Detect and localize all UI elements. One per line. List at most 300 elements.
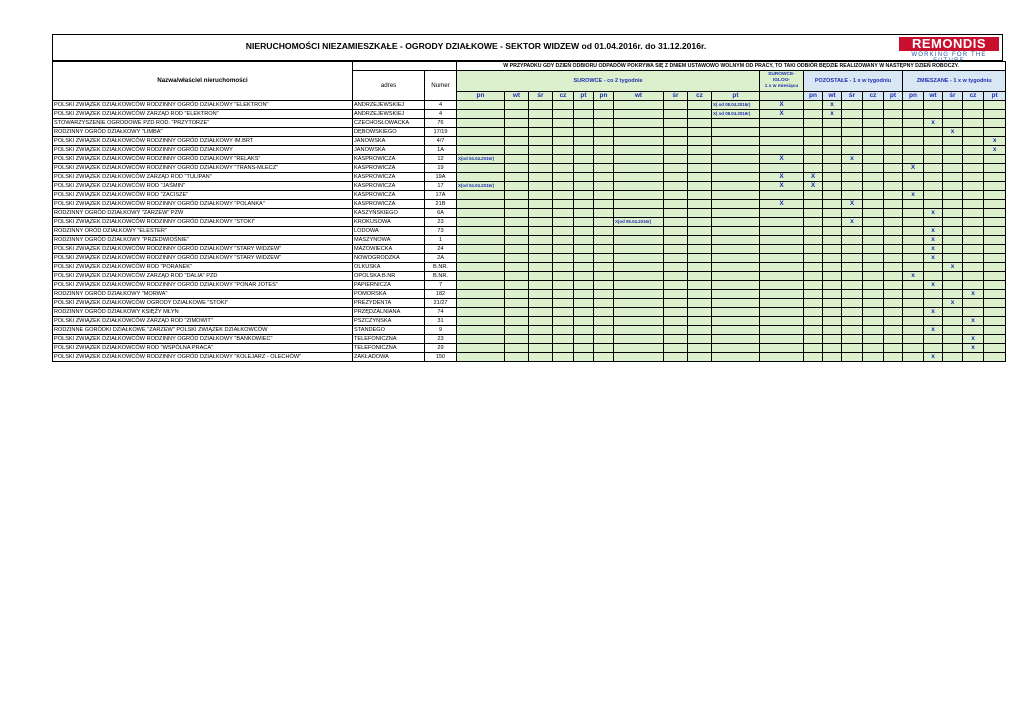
property-number: 6A (425, 209, 457, 218)
surowce-2w-cell (574, 344, 594, 353)
zmieszane-cell: x (943, 128, 963, 137)
pozostale-cell (863, 353, 884, 362)
surowce-2w-cell (688, 110, 712, 119)
surowce-2w-cell (614, 128, 664, 137)
surowce-2w-cell (553, 200, 574, 209)
surowce-2w-cell (457, 290, 505, 299)
zmieszane-cell: x (943, 263, 963, 272)
zmieszane-cell (924, 191, 943, 200)
igloo-title: SUROWCE-IGLOO- (768, 72, 795, 83)
pozostale-cell (823, 209, 842, 218)
zmieszane-cell (924, 344, 943, 353)
table-row (53, 101, 1006, 110)
zmieszane-cell: x (924, 236, 943, 245)
igloo-cell (760, 353, 804, 362)
surowce-2w-cell (574, 200, 594, 209)
zmieszane-cell (984, 155, 1006, 164)
pozostale-cell (804, 155, 823, 164)
surowce-2w-cell (457, 299, 505, 308)
surowce-2w-cell (529, 155, 553, 164)
pozostale-cell (842, 137, 863, 146)
surowce-2w-cell (529, 101, 553, 110)
property-address: KASPROWICZA (353, 164, 425, 173)
pozostale-cell (884, 272, 903, 281)
surowce-2w-cell (614, 236, 664, 245)
igloo-cell (760, 209, 804, 218)
property-address: MAZOWIECKA (353, 245, 425, 254)
surowce-2w-cell (529, 326, 553, 335)
pozostale-cell (804, 119, 823, 128)
zmieszane-cell (903, 173, 924, 182)
surowce-2w-cell (688, 209, 712, 218)
surowce-2w-cell (688, 191, 712, 200)
property-address: TELEFONICZNA (353, 335, 425, 344)
surowce-2w-cell (505, 236, 529, 245)
pozostale-cell (823, 146, 842, 155)
zmieszane-cell (903, 155, 924, 164)
zmieszane-cell (984, 290, 1006, 299)
surowce-2w-cell (594, 191, 614, 200)
pozostale-cell (804, 236, 823, 245)
surowce-2w-cell (664, 245, 688, 254)
surowce-2w-cell (457, 335, 505, 344)
pozostale-cell (842, 317, 863, 326)
surowce-2w-cell (505, 335, 529, 344)
zmieszane-cell (963, 164, 984, 173)
surowce-2w-cell (553, 290, 574, 299)
zmieszane-cell: X (903, 164, 924, 173)
property-address: POMORSKA (353, 290, 425, 299)
surowce-2w-cell (614, 191, 664, 200)
surowce-2w-cell (594, 146, 614, 155)
zmieszane-cell (984, 281, 1006, 290)
pozostale-cell (842, 254, 863, 263)
zmieszane-cell (963, 146, 984, 155)
surowce-2w-cell (664, 299, 688, 308)
zmieszane-cell (903, 281, 924, 290)
property-name: RODZINNY ORÓD DZIAŁKOWY "ELESTER" (53, 227, 353, 236)
day-header: śr (664, 92, 688, 101)
surowce-2w-cell (457, 227, 505, 236)
surowce-2w-cell (664, 263, 688, 272)
property-address: JANOWSKA (353, 146, 425, 155)
zmieszane-cell (903, 254, 924, 263)
pozostale-cell (842, 272, 863, 281)
pozostale-cell (863, 254, 884, 263)
surowce-2w-cell (529, 173, 553, 182)
pozostale-cell (863, 218, 884, 227)
pozostale-cell (804, 209, 823, 218)
surowce-2w-cell (529, 254, 553, 263)
zmieszane-cell (903, 308, 924, 317)
surowce-2w-cell: X( od 08.04.2016r) (712, 110, 760, 119)
zmieszane-cell (903, 101, 924, 110)
property-name: POLSKI ZWIĄZEK DZIAŁKOWCÓW RODZINNY OGRÓD DZIAŁKOWY "RELAKS" (53, 155, 353, 164)
zmieszane-cell (903, 317, 924, 326)
day-header: wt (614, 92, 664, 101)
zmieszane-cell: x (963, 335, 984, 344)
zmieszane-cell (943, 254, 963, 263)
surowce-2w-cell (457, 317, 505, 326)
surowce-2w-cell (664, 335, 688, 344)
property-number: 17/19 (425, 128, 457, 137)
surowce-2w-cell (505, 299, 529, 308)
surowce-2w-cell (712, 245, 760, 254)
surowce-2w-cell (688, 218, 712, 227)
zmieszane-cell (963, 353, 984, 362)
pozostale-cell (863, 164, 884, 173)
surowce-2w-cell (712, 281, 760, 290)
surowce-2w-cell (614, 353, 664, 362)
surowce-2w-cell (688, 245, 712, 254)
surowce-2w-cell (712, 263, 760, 272)
zmieszane-cell (963, 326, 984, 335)
property-address: MASZYNOWA (353, 236, 425, 245)
pozostale-cell: x (823, 101, 842, 110)
surowce-2w-cell (505, 254, 529, 263)
property-address: CZECHOSŁOWACKA (353, 119, 425, 128)
pozostale-cell (842, 281, 863, 290)
zmieszane-cell (984, 227, 1006, 236)
zmieszane-cell: x (963, 317, 984, 326)
surowce-2w-cell (594, 155, 614, 164)
property-name: POLSKI ZWIĄZEK DZIAŁKOWCÓW ZARZĄD ROD "ELEKTRON" (53, 110, 353, 119)
day-header: śr (529, 92, 553, 101)
property-address: PRZĘDZALNIANA (353, 308, 425, 317)
surowce-2w-cell (594, 299, 614, 308)
surowce-2w-cell (457, 245, 505, 254)
day-header: pt (984, 92, 1006, 101)
table-row (53, 173, 1006, 182)
pozostale-cell (863, 290, 884, 299)
igloo-cell (760, 326, 804, 335)
surowce-2w-cell (505, 263, 529, 272)
surowce-2w-cell (574, 227, 594, 236)
header-surowce-2-weeks: SUROWCE - co 2 tygodnie (457, 71, 760, 92)
pozostale-cell (842, 236, 863, 245)
pozostale-cell (842, 128, 863, 137)
pozostale-cell (804, 335, 823, 344)
zmieszane-cell (963, 272, 984, 281)
day-header: pt (712, 92, 760, 101)
surowce-2w-cell (553, 101, 574, 110)
surowce-2w-cell (553, 254, 574, 263)
day-header: wt (924, 92, 943, 101)
zmieszane-cell (943, 155, 963, 164)
property-address: KASPROWICZA (353, 173, 425, 182)
surowce-2w-cell (614, 101, 664, 110)
table-row (53, 200, 1006, 209)
property-name: RODZINNY OGRÓD DZIAŁKOWY KSIĘŻY MŁYN (53, 308, 353, 317)
header-note-row (53, 62, 1006, 71)
surowce-2w-cell (457, 146, 505, 155)
pozostale-cell (863, 146, 884, 155)
pozostale-cell (884, 290, 903, 299)
zmieszane-cell (903, 326, 924, 335)
day-header: śr (842, 92, 863, 101)
pozostale-cell (842, 164, 863, 173)
pozostale-cell: x (842, 218, 863, 227)
property-number: 74 (425, 308, 457, 317)
zmieszane-cell (943, 200, 963, 209)
header-address: adres (353, 71, 425, 101)
pozostale-cell (804, 272, 823, 281)
surowce-2w-cell (505, 317, 529, 326)
pozostale-cell (863, 344, 884, 353)
surowce-2w-cell (574, 353, 594, 362)
zmieszane-cell (984, 164, 1006, 173)
surowce-2w-cell (529, 146, 553, 155)
pozostale-cell (863, 299, 884, 308)
surowce-2w-cell (594, 119, 614, 128)
property-number: 21/27 (425, 299, 457, 308)
surowce-2w-cell (712, 299, 760, 308)
zmieszane-cell: x (924, 209, 943, 218)
surowce-2w-cell (688, 173, 712, 182)
surowce-2w-cell (614, 200, 664, 209)
pozostale-cell (863, 308, 884, 317)
zmieszane-cell (963, 254, 984, 263)
surowce-2w-cell (688, 290, 712, 299)
zmieszane-cell (984, 299, 1006, 308)
pozostale-cell (863, 128, 884, 137)
zmieszane-cell (943, 308, 963, 317)
header-igloo (760, 71, 804, 92)
surowce-2w-cell (529, 191, 553, 200)
igloo-cell (760, 137, 804, 146)
surowce-2w-cell (574, 155, 594, 164)
property-name: RODZINNY OGRÓD DZIAŁKOWY "LIMBA" (53, 128, 353, 137)
zmieszane-cell (943, 191, 963, 200)
zmieszane-cell (924, 110, 943, 119)
zmieszane-cell (903, 200, 924, 209)
zmieszane-cell (984, 119, 1006, 128)
surowce-2w-cell (594, 164, 614, 173)
pozostale-cell (804, 281, 823, 290)
surowce-2w-cell (529, 209, 553, 218)
pozostale-cell (884, 110, 903, 119)
igloo-cell: X (760, 182, 804, 191)
pozostale-cell (884, 137, 903, 146)
pozostale-cell (823, 290, 842, 299)
pozostale-cell (842, 353, 863, 362)
pozostale-cell (823, 281, 842, 290)
table-row (53, 290, 1006, 299)
property-number: 4/7 (425, 137, 457, 146)
pozostale-cell (842, 245, 863, 254)
pozostale-cell (884, 128, 903, 137)
pozostale-cell (884, 200, 903, 209)
surowce-2w-cell (688, 281, 712, 290)
property-number: 76 (425, 119, 457, 128)
zmieszane-cell: x (924, 245, 943, 254)
table-row (53, 254, 1006, 263)
collection-schedule-table (52, 61, 1006, 362)
table-row (53, 272, 1006, 281)
zmieszane-cell (924, 128, 943, 137)
surowce-2w-cell (553, 209, 574, 218)
pozostale-cell: x (823, 110, 842, 119)
zmieszane-cell (984, 236, 1006, 245)
property-address: KASZYŃSKIEGO (353, 209, 425, 218)
property-number: B.NR. (425, 272, 457, 281)
igloo-cell (760, 272, 804, 281)
pozostale-cell (823, 308, 842, 317)
zmieszane-cell (963, 218, 984, 227)
surowce-2w-cell (553, 191, 574, 200)
surowce-2w-cell (712, 209, 760, 218)
surowce-2w-cell (664, 146, 688, 155)
property-number: 9 (425, 326, 457, 335)
surowce-2w-cell (688, 164, 712, 173)
property-number: 12 (425, 155, 457, 164)
pozostale-cell (823, 254, 842, 263)
property-address: KROKUSOWA (353, 218, 425, 227)
surowce-2w-cell (594, 110, 614, 119)
surowce-2w-cell (553, 218, 574, 227)
pozostale-cell (823, 218, 842, 227)
day-header: cz (963, 92, 984, 101)
zmieszane-cell (903, 263, 924, 272)
table-row (53, 209, 1006, 218)
pozostale-cell (842, 344, 863, 353)
zmieszane-cell (963, 173, 984, 182)
pozostale-cell (884, 164, 903, 173)
surowce-2w-cell (688, 236, 712, 245)
table-row (53, 119, 1006, 128)
surowce-2w-cell (553, 128, 574, 137)
surowce-2w-cell (529, 281, 553, 290)
surowce-2w-cell (505, 281, 529, 290)
surowce-2w-cell (505, 110, 529, 119)
surowce-2w-cell (688, 119, 712, 128)
zmieszane-cell (984, 263, 1006, 272)
igloo-cell: X (760, 200, 804, 209)
surowce-2w-cell (712, 182, 760, 191)
igloo-cell (760, 290, 804, 299)
zmieszane-cell (943, 317, 963, 326)
surowce-2w-cell (614, 146, 664, 155)
pozostale-cell (842, 191, 863, 200)
zmieszane-cell: x (924, 308, 943, 317)
property-name: POLSKI ZWIĄZEK DZIAŁKOWCÓW RODZINNY OGRÓD DZIAŁKOWY "STARY WIDZEW" (53, 254, 353, 263)
zmieszane-cell (963, 119, 984, 128)
pozostale-cell (842, 146, 863, 155)
zmieszane-cell (903, 245, 924, 254)
pozostale-cell (842, 299, 863, 308)
surowce-2w-cell (664, 155, 688, 164)
surowce-2w-cell (457, 200, 505, 209)
surowce-2w-cell (574, 137, 594, 146)
property-address: PSZCZYŃSKA (353, 317, 425, 326)
igloo-cell: X (760, 173, 804, 182)
zmieszane-cell (984, 182, 1006, 191)
surowce-2w-cell (505, 191, 529, 200)
surowce-2w-cell (553, 155, 574, 164)
pozostale-cell (884, 344, 903, 353)
surowce-2w-cell (664, 218, 688, 227)
igloo-cell (760, 119, 804, 128)
property-number: 17A (425, 191, 457, 200)
surowce-2w-cell (553, 245, 574, 254)
igloo-cell (760, 299, 804, 308)
surowce-2w-cell (553, 299, 574, 308)
surowce-2w-cell (712, 227, 760, 236)
surowce-2w-cell (505, 128, 529, 137)
pozostale-cell (842, 209, 863, 218)
surowce-2w-cell (574, 128, 594, 137)
zmieszane-cell (903, 290, 924, 299)
surowce-2w-cell (594, 101, 614, 110)
property-number: 23 (425, 335, 457, 344)
surowce-2w-cell (505, 146, 529, 155)
surowce-2w-cell (553, 182, 574, 191)
surowce-2w-cell (594, 335, 614, 344)
zmieszane-cell (963, 227, 984, 236)
pozostale-cell (884, 326, 903, 335)
property-address: STANDEGO (353, 326, 425, 335)
surowce-2w-cell (688, 335, 712, 344)
surowce-2w-cell (553, 326, 574, 335)
pozostale-cell (804, 128, 823, 137)
property-address: OLKUSKA (353, 263, 425, 272)
zmieszane-cell (903, 335, 924, 344)
pozostale-cell (884, 353, 903, 362)
property-name: POLSKI ZWIĄZEK DZIAŁKOWCÓW RODZINNY OGRÓD DZIAŁKOWY "TRANS-MLECZ" (53, 164, 353, 173)
surowce-2w-cell (574, 245, 594, 254)
surowce-2w-cell (574, 218, 594, 227)
property-name: POLSKI ZWIĄZEK DZIAŁKOWCÓW ROD "JAŚMIN" (53, 182, 353, 191)
surowce-2w-cell (594, 353, 614, 362)
property-address: JANOWSKA (353, 137, 425, 146)
surowce-2w-cell (457, 101, 505, 110)
pozostale-cell (804, 137, 823, 146)
surowce-2w-cell (664, 101, 688, 110)
surowce-2w-cell (594, 245, 614, 254)
surowce-2w-cell (529, 119, 553, 128)
surowce-2w-cell (594, 281, 614, 290)
pozostale-cell (863, 227, 884, 236)
zmieszane-cell (984, 173, 1006, 182)
pozostale-cell (884, 236, 903, 245)
surowce-2w-cell (457, 137, 505, 146)
surowce-2w-cell (553, 137, 574, 146)
surowce-2w-cell: X(od 04.04.2016r) (457, 155, 505, 164)
surowce-2w-cell (574, 146, 594, 155)
surowce-2w-cell (505, 353, 529, 362)
pozostale-cell (823, 119, 842, 128)
pozostale-cell (823, 263, 842, 272)
zmieszane-cell (924, 155, 943, 164)
property-name: POLSKI ZWIĄZEK DZIAŁKOWCÓW ZARZĄD ROD "ZIMOWIT" (53, 317, 353, 326)
property-name: POLSKI ZWIĄZEK DZIAŁKOWCÓW RODZINNY OGRÓD DZIAŁKOWY "ELEKTRON" (53, 101, 353, 110)
surowce-2w-cell (712, 335, 760, 344)
pozostale-cell: X (804, 173, 823, 182)
pozostale-cell (863, 209, 884, 218)
surowce-2w-cell (688, 182, 712, 191)
day-header: cz (553, 92, 574, 101)
surowce-2w-cell (457, 281, 505, 290)
pozostale-cell (884, 308, 903, 317)
property-name: RODZINNY OGRÓD DZIAŁKOWY "PRZEDWIOŚNIE" (53, 236, 353, 245)
pozostale-cell (842, 335, 863, 344)
day-header-igloo (760, 92, 804, 101)
pozostale-cell (823, 200, 842, 209)
surowce-2w-cell (614, 326, 664, 335)
property-number: 150 (425, 353, 457, 362)
pozostale-cell (804, 308, 823, 317)
pozostale-cell (804, 254, 823, 263)
